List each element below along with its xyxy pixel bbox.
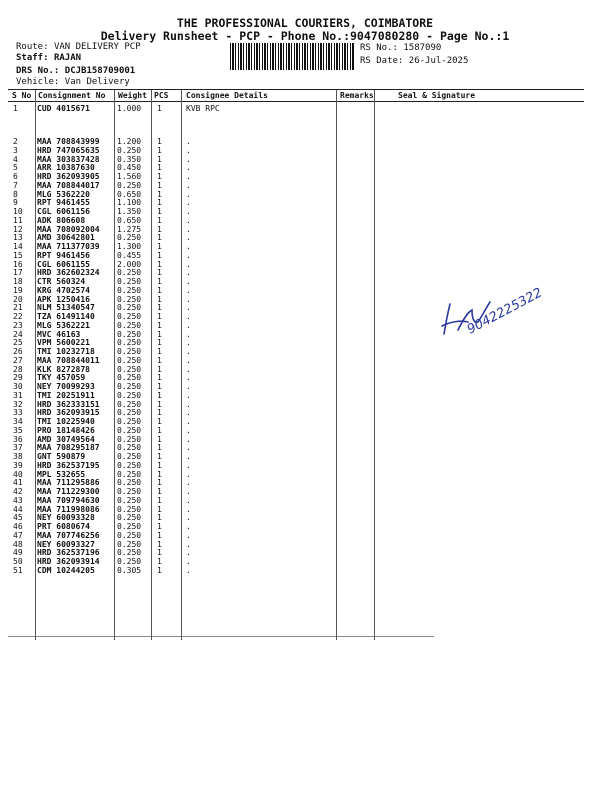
row-pcs: 1	[157, 312, 162, 321]
col-header-consignment: Consignment No	[38, 91, 106, 100]
row-sno: 50	[13, 557, 23, 566]
row-consignment: MAA 707746256	[37, 530, 100, 540]
row-consignment: HRD 362537196	[37, 548, 100, 558]
row-sno: 41	[13, 478, 23, 488]
col-divider	[151, 90, 152, 640]
row-consignee: .	[186, 417, 191, 426]
row-pcs: 1	[157, 487, 162, 496]
row-consignee: .	[186, 312, 191, 321]
row-consignee: .	[186, 224, 191, 234]
row-consignment: NEY 60093327	[37, 539, 95, 549]
row-weight: 0.450	[117, 163, 142, 173]
row-consignment: GNT 590879	[37, 452, 86, 461]
row-consignee: .	[186, 478, 191, 488]
row-consignment: HRD 362093914	[37, 557, 100, 566]
col-divider	[181, 90, 182, 640]
row-consignee: .	[186, 268, 191, 278]
row-consignment: HRD 362333151	[37, 399, 100, 409]
row-consignee: .	[186, 513, 191, 523]
row-pcs: 1	[157, 242, 162, 251]
row-sno: 21	[13, 303, 23, 313]
row-weight: 1.560	[117, 172, 142, 181]
row-consignee: .	[186, 530, 191, 540]
row-sno: 25	[13, 338, 23, 348]
row-consignment: CUD 4015671	[37, 104, 90, 113]
col-divider	[336, 90, 337, 640]
row-sno: 45	[13, 513, 23, 523]
row-consignment: NLM 51340547	[37, 303, 95, 313]
col-header-consignee: Consignee Details	[186, 91, 268, 100]
row-consignment: HRD 362093905	[37, 172, 100, 181]
row-weight: 0.250	[117, 145, 142, 155]
row-pcs: 1	[157, 408, 162, 418]
row-consignee: .	[186, 382, 191, 391]
row-sno: 22	[13, 312, 23, 321]
col-divider	[374, 90, 375, 640]
row-sno: 43	[13, 495, 23, 505]
row-weight: 0.250	[117, 364, 142, 374]
row-sno: 32	[13, 399, 23, 409]
row-weight: 1.300	[117, 242, 142, 251]
row-consignment: AMD 30642801	[37, 233, 95, 243]
row-weight: 0.455	[117, 250, 142, 260]
row-consignment: MAA 709794630	[37, 495, 100, 505]
row-consignment: ARR 10387630	[37, 163, 95, 173]
row-pcs: 1	[157, 259, 162, 269]
row-consignee: .	[186, 487, 191, 496]
row-consignee: .	[186, 233, 191, 243]
row-sno: 47	[13, 530, 23, 540]
row-consignee: .	[186, 180, 191, 190]
row-pcs: 1	[157, 417, 162, 426]
row-consignee: .	[186, 522, 191, 531]
row-consignment: CTR 560324	[37, 277, 86, 286]
row-consignee: .	[186, 355, 191, 365]
row-weight: 0.250	[117, 478, 142, 488]
row-consignee: .	[186, 364, 191, 374]
row-consignment: MLG 5362220	[37, 189, 90, 199]
row-consignment: CDM 10244205	[37, 565, 95, 575]
row-consignee: .	[186, 277, 191, 286]
row-weight: 0.250	[117, 285, 142, 295]
row-weight: 0.250	[117, 425, 142, 435]
row-weight: 0.250	[117, 495, 142, 505]
row-pcs: 1	[157, 198, 162, 208]
row-sno: 44	[13, 504, 23, 514]
row-consignee: .	[186, 329, 191, 339]
row-sno: 38	[13, 452, 23, 461]
row-weight: 0.250	[117, 408, 142, 418]
row-consignee: .	[186, 504, 191, 514]
row-pcs: 1	[157, 180, 162, 190]
row-consignment: MAA 708844017	[37, 180, 100, 190]
row-pcs: 1	[157, 355, 162, 365]
row-weight: 0.250	[117, 504, 142, 514]
row-sno: 23	[13, 320, 23, 330]
row-consignee: .	[186, 250, 191, 260]
row-pcs: 1	[157, 145, 162, 155]
row-sno: 34	[13, 417, 23, 426]
row-consignment: TKY 457059	[37, 373, 86, 383]
row-weight: 0.250	[117, 513, 142, 523]
row-consignee: KVB RPC	[186, 104, 220, 113]
row-consignee: .	[186, 172, 191, 181]
row-sno: 2	[13, 137, 18, 146]
row-weight: 0.250	[117, 355, 142, 365]
row-pcs: 1	[157, 478, 162, 488]
row-pcs: 1	[157, 469, 162, 479]
row-weight: 0.250	[117, 347, 142, 356]
drs-label: DRS No.:	[16, 66, 60, 76]
row-consignment: MAA 711229300	[37, 487, 100, 496]
row-consignment: TZA 61491140	[37, 312, 95, 321]
row-pcs: 1	[157, 294, 162, 304]
row-pcs: 1	[157, 399, 162, 409]
row-consignment: MLG 5362221	[37, 320, 90, 330]
row-pcs: 1	[157, 189, 162, 199]
row-weight: 0.250	[117, 487, 142, 496]
row-consignee: .	[186, 207, 191, 216]
row-pcs: 1	[157, 303, 162, 313]
row-pcs: 1	[157, 539, 162, 549]
row-consignee: .	[186, 137, 191, 146]
row-sno: 29	[13, 373, 23, 383]
row-consignee: .	[186, 154, 191, 164]
row-sno: 49	[13, 548, 23, 558]
row-consignment: CGL 6061155	[37, 259, 90, 269]
row-pcs: 1	[157, 530, 162, 540]
row-weight: 0.250	[117, 522, 142, 531]
table-top-rule	[8, 89, 584, 90]
row-pcs: 1	[157, 154, 162, 164]
row-sno: 24	[13, 329, 23, 339]
row-consignee: .	[186, 338, 191, 348]
row-pcs: 1	[157, 565, 162, 575]
col-header-seal: Seal & Signature	[398, 91, 476, 100]
row-weight: 0.250	[117, 548, 142, 558]
row-consignment: MAA 708843999	[37, 137, 100, 146]
row-weight: 0.250	[117, 399, 142, 409]
vehicle-value: Van Delivery	[64, 77, 130, 87]
row-consignment: ADK 806608	[37, 215, 86, 225]
row-weight: 2.000	[117, 259, 142, 269]
row-weight: 0.250	[117, 469, 142, 479]
row-consignment: NEY 70099293	[37, 382, 95, 391]
row-consignment: MVC 46163	[37, 329, 81, 339]
row-sno: 9	[13, 198, 18, 208]
row-weight: 0.250	[117, 434, 142, 444]
row-consignee: .	[186, 198, 191, 208]
row-sno: 17	[13, 268, 23, 278]
row-sno: 27	[13, 355, 23, 365]
row-pcs: 1	[157, 250, 162, 260]
row-weight: 1.350	[117, 207, 142, 216]
row-pcs: 1	[157, 548, 162, 558]
row-consignment: MAA 711377039	[37, 242, 100, 251]
row-sno: 18	[13, 277, 23, 286]
table-header-rule	[8, 101, 584, 102]
row-weight: 0.650	[117, 189, 142, 199]
row-pcs: 1	[157, 104, 162, 113]
row-sno: 26	[13, 347, 23, 356]
row-weight: 0.250	[117, 233, 142, 243]
row-consignee: .	[186, 548, 191, 558]
row-weight: 0.350	[117, 154, 142, 164]
row-consignee: .	[186, 557, 191, 566]
row-sno: 13	[13, 233, 23, 243]
row-weight: 0.250	[117, 539, 142, 549]
route-value: VAN DELIVERY PCP	[53, 42, 141, 52]
row-pcs: 1	[157, 320, 162, 330]
row-consignment: HRD 362602324	[37, 268, 100, 278]
row-sno: 19	[13, 285, 23, 295]
row-pcs: 1	[157, 557, 162, 566]
row-consignee: .	[186, 189, 191, 199]
row-pcs: 1	[157, 233, 162, 243]
row-weight: 0.250	[117, 329, 142, 339]
row-weight: 0.250	[117, 294, 142, 304]
row-consignment: MPL 532655	[37, 469, 86, 479]
row-pcs: 1	[157, 504, 162, 514]
row-pcs: 1	[157, 495, 162, 505]
row-consignee: .	[186, 425, 191, 435]
row-consignment: AMD 30749564	[37, 434, 95, 444]
row-pcs: 1	[157, 268, 162, 278]
row-consignment: MAA 708092004	[37, 224, 100, 234]
row-consignee: .	[186, 294, 191, 304]
row-pcs: 1	[157, 277, 162, 286]
row-sno: 48	[13, 539, 23, 549]
row-weight: 0.250	[117, 373, 142, 383]
row-sno: 46	[13, 522, 23, 531]
row-pcs: 1	[157, 285, 162, 295]
company-title: THE PROFESSIONAL COURIERS, COIMBATORE	[176, 16, 434, 30]
row-pcs: 1	[157, 215, 162, 225]
row-weight: 0.250	[117, 303, 142, 313]
row-consignee: .	[186, 163, 191, 173]
row-sno: 42	[13, 487, 23, 496]
rs-no-line	[360, 43, 441, 53]
row-consignee: .	[186, 443, 191, 453]
col-header-remarks: Remarks	[340, 91, 374, 100]
handwritten-signature	[438, 282, 563, 352]
row-sno: 15	[13, 250, 23, 260]
row-sno: 33	[13, 408, 23, 418]
col-divider	[35, 90, 36, 640]
row-weight: 0.650	[117, 215, 142, 225]
row-consignee: .	[186, 469, 191, 479]
drs-value: DCJB158709001	[64, 66, 136, 76]
row-consignee: .	[186, 408, 191, 418]
row-sno: 3	[13, 145, 18, 155]
route-label: Route:	[16, 42, 49, 52]
row-consignment: HRD 362093915	[37, 408, 100, 418]
row-weight: 0.250	[117, 443, 142, 453]
row-weight: 0.250	[117, 530, 142, 540]
row-consignee: .	[186, 259, 191, 269]
row-sno: 12	[13, 224, 23, 234]
rs-no-value: 1587090	[403, 43, 442, 53]
row-consignment: CGL 6061156	[37, 207, 90, 216]
vehicle-label: Vehicle:	[16, 77, 60, 87]
row-pcs: 1	[157, 522, 162, 531]
row-consignment: MAA 711295886	[37, 478, 100, 488]
row-weight: 0.250	[117, 460, 142, 470]
rs-date-value: 26-Jul-2025	[408, 56, 469, 66]
row-consignee: .	[186, 460, 191, 470]
row-pcs: 1	[157, 390, 162, 400]
row-consignment: NEY 60093328	[37, 513, 95, 523]
staff-value: RAJAN	[53, 53, 82, 63]
row-pcs: 1	[157, 224, 162, 234]
row-consignee: .	[186, 565, 191, 575]
row-consignment: TMI 20251911	[37, 390, 95, 400]
row-sno: 5	[13, 163, 18, 173]
row-consignee: .	[186, 452, 191, 461]
row-sno: 30	[13, 382, 23, 391]
row-consignee: .	[186, 434, 191, 444]
row-weight: 0.250	[117, 390, 142, 400]
row-sno: 36	[13, 434, 23, 444]
row-weight: 0.305	[117, 565, 142, 575]
row-consignment: MAA 711998086	[37, 504, 100, 514]
staff-line	[16, 53, 81, 63]
row-consignment: KLK 8272878	[37, 364, 90, 374]
row-weight: 0.250	[117, 338, 142, 348]
row-weight: 1.100	[117, 198, 142, 208]
row-sno: 1	[13, 104, 18, 113]
row-pcs: 1	[157, 207, 162, 216]
vehicle-line	[16, 77, 130, 87]
row-consignee: .	[186, 539, 191, 549]
row-sno: 11	[13, 215, 23, 225]
row-pcs: 1	[157, 137, 162, 146]
row-weight: 0.250	[117, 180, 142, 190]
row-consignee: .	[186, 215, 191, 225]
row-consignment: RPT 9461455	[37, 198, 90, 208]
row-pcs: 1	[157, 452, 162, 461]
row-consignee: .	[186, 242, 191, 251]
row-sno: 39	[13, 460, 23, 470]
route-line	[16, 42, 141, 52]
row-weight: 0.250	[117, 557, 142, 566]
row-consignee: .	[186, 495, 191, 505]
row-consignment: TMI 10232718	[37, 347, 95, 356]
table-bottom-rule	[8, 636, 434, 637]
row-consignment: KRG 4702574	[37, 285, 90, 295]
row-consignee: .	[186, 303, 191, 313]
row-weight: 0.250	[117, 268, 142, 278]
row-sno: 6	[13, 172, 18, 181]
row-consignment: HRD 747065635	[37, 145, 100, 155]
row-pcs: 1	[157, 425, 162, 435]
row-consignment: PRT 6080674	[37, 522, 90, 531]
row-pcs: 1	[157, 443, 162, 453]
row-consignment: VPM 5600221	[37, 338, 90, 348]
row-consignment: RPT 9461456	[37, 250, 90, 260]
row-pcs: 1	[157, 172, 162, 181]
row-pcs: 1	[157, 329, 162, 339]
row-weight: 0.250	[117, 452, 142, 461]
row-sno: 40	[13, 469, 23, 479]
row-weight: 1.275	[117, 224, 142, 234]
row-pcs: 1	[157, 163, 162, 173]
row-sno: 28	[13, 364, 23, 374]
row-sno: 10	[13, 207, 23, 216]
row-consignment: HRD 362537195	[37, 460, 100, 470]
row-pcs: 1	[157, 347, 162, 356]
row-pcs: 1	[157, 434, 162, 444]
row-sno: 14	[13, 242, 23, 251]
row-pcs: 1	[157, 460, 162, 470]
signature-date-text: 9042225322	[464, 285, 545, 338]
row-weight: 0.250	[117, 312, 142, 321]
row-sno: 20	[13, 294, 23, 304]
row-sno: 4	[13, 154, 18, 164]
row-consignee: .	[186, 347, 191, 356]
row-sno: 8	[13, 189, 18, 199]
rs-no-label: RS No.:	[360, 43, 398, 53]
col-header-sno: S No	[12, 91, 32, 100]
row-pcs: 1	[157, 373, 162, 383]
row-weight: 0.250	[117, 320, 142, 330]
row-consignee: .	[186, 373, 191, 383]
row-consignee: .	[186, 285, 191, 295]
row-consignment: MAA 708844011	[37, 355, 100, 365]
row-sno: 37	[13, 443, 23, 453]
row-pcs: 1	[157, 364, 162, 374]
row-consignment: PRO 18148426	[37, 425, 95, 435]
col-divider	[114, 90, 115, 640]
row-sno: 35	[13, 425, 23, 435]
row-pcs: 1	[157, 338, 162, 348]
row-weight: 0.250	[117, 382, 142, 391]
rs-date-line	[360, 56, 468, 66]
rs-date-label: RS Date:	[360, 56, 404, 66]
staff-label: Staff:	[16, 53, 49, 63]
row-pcs: 1	[157, 513, 162, 523]
row-sno: 31	[13, 390, 23, 400]
row-consignment: TMI 10225940	[37, 417, 95, 426]
row-weight: 1.200	[117, 137, 142, 146]
barcode-image	[230, 43, 354, 70]
row-weight: 1.000	[117, 104, 142, 113]
row-sno: 7	[13, 180, 18, 190]
col-header-weight: Weight	[118, 91, 147, 100]
row-consignee: .	[186, 399, 191, 409]
row-weight: 0.250	[117, 417, 142, 426]
row-consignment: APK 1250416	[37, 294, 90, 304]
row-consignee: .	[186, 390, 191, 400]
row-consignee: .	[186, 320, 191, 330]
row-sno: 16	[13, 259, 23, 269]
row-consignment: MAA 303837428	[37, 154, 100, 164]
drs-line	[16, 66, 135, 76]
row-consignee: .	[186, 145, 191, 155]
row-weight: 0.250	[117, 277, 142, 286]
row-pcs: 1	[157, 382, 162, 391]
runsheet-title: Delivery Runsheet - PCP - Phone No.:9047080280 - Page No.:1	[100, 29, 510, 43]
row-consignment: MAA 708295187	[37, 443, 100, 453]
row-sno: 51	[13, 565, 23, 575]
col-header-pcs: PCS	[154, 91, 169, 100]
